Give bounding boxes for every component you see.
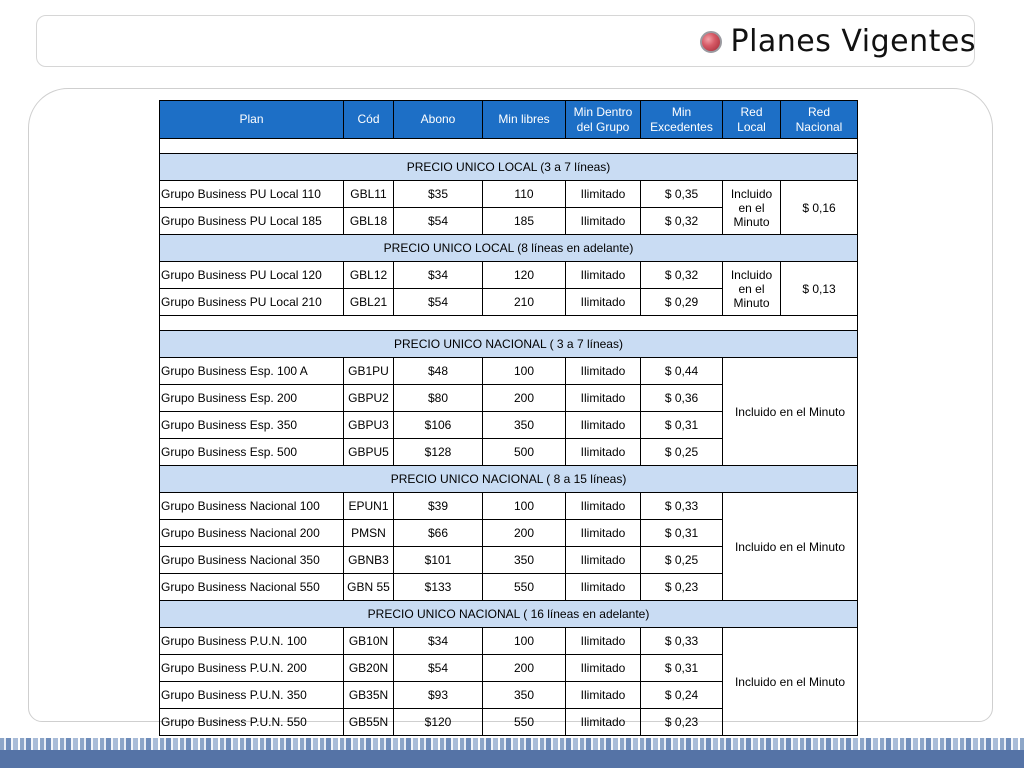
min-excedentes-cell: $ 0,23	[641, 709, 723, 736]
red-local-cell: Incluido en el Minuto	[723, 181, 781, 235]
min-libres-cell: 100	[483, 493, 566, 520]
min-excedentes-cell: $ 0,35	[641, 181, 723, 208]
min-dentro-cell: Ilimitado	[566, 682, 641, 709]
min-excedentes-cell: $ 0,32	[641, 262, 723, 289]
min-excedentes-cell: $ 0,31	[641, 520, 723, 547]
abono-cell: $80	[394, 385, 483, 412]
abono-cell: $54	[394, 655, 483, 682]
min-excedentes-cell: $ 0,25	[641, 547, 723, 574]
table-row	[160, 358, 858, 385]
min-excedentes-cell: $ 0,32	[641, 208, 723, 235]
header-min-excedentes: Min Excedentes	[641, 101, 723, 139]
min-libres-cell: 350	[483, 412, 566, 439]
footer-band	[0, 738, 1024, 768]
plan-cell: Grupo Business Nacional 100	[160, 493, 344, 520]
min-dentro-cell: Ilimitado	[566, 358, 641, 385]
plan-cell: Grupo Business PU Local 210	[160, 289, 344, 316]
merged-red-cell: Incluido en el Minuto	[723, 358, 858, 466]
cod-cell: GB35N	[344, 682, 394, 709]
abono-cell: $128	[394, 439, 483, 466]
min-dentro-cell: Ilimitado	[566, 181, 641, 208]
min-libres-cell: 100	[483, 358, 566, 385]
min-libres-cell: 550	[483, 574, 566, 601]
plan-cell: Grupo Business PU Local 120	[160, 262, 344, 289]
cod-cell: GBL18	[344, 208, 394, 235]
cod-cell: EPUN1	[344, 493, 394, 520]
min-excedentes-cell: $ 0,44	[641, 358, 723, 385]
section-title: PRECIO UNICO LOCAL (3 a 7 líneas)	[160, 154, 858, 181]
abono-cell: $120	[394, 709, 483, 736]
plan-cell: Grupo Business Esp. 200	[160, 385, 344, 412]
cod-cell: GBN 55	[344, 574, 394, 601]
table-row	[160, 493, 858, 520]
min-libres-cell: 200	[483, 655, 566, 682]
abono-cell: $34	[394, 262, 483, 289]
min-dentro-cell: Ilimitado	[566, 262, 641, 289]
min-dentro-cell: Ilimitado	[566, 289, 641, 316]
min-libres-cell: 185	[483, 208, 566, 235]
min-dentro-cell: Ilimitado	[566, 412, 641, 439]
plan-cell: Grupo Business P.U.N. 350	[160, 682, 344, 709]
section-row	[160, 154, 858, 181]
cod-cell: GBL12	[344, 262, 394, 289]
cod-cell: GB20N	[344, 655, 394, 682]
plan-cell: Grupo Business Esp. 100 A	[160, 358, 344, 385]
min-libres-cell: 500	[483, 439, 566, 466]
cod-cell: GBPU5	[344, 439, 394, 466]
abono-cell: $101	[394, 547, 483, 574]
plan-cell: Grupo Business Esp. 350	[160, 412, 344, 439]
plan-cell: Grupo Business PU Local 185	[160, 208, 344, 235]
cod-cell: GB1PU	[344, 358, 394, 385]
min-libres-cell: 350	[483, 547, 566, 574]
abono-cell: $54	[394, 289, 483, 316]
min-libres-cell: 110	[483, 181, 566, 208]
min-excedentes-cell: $ 0,31	[641, 655, 723, 682]
plan-cell: Grupo Business PU Local 110	[160, 181, 344, 208]
section-row	[160, 331, 858, 358]
page-title: Planes Vigentes	[730, 24, 976, 59]
min-excedentes-cell: $ 0,25	[641, 439, 723, 466]
min-dentro-cell: Ilimitado	[566, 208, 641, 235]
header-min-libres: Min libres	[483, 101, 566, 139]
cod-cell: GBNB3	[344, 547, 394, 574]
abono-cell: $106	[394, 412, 483, 439]
min-excedentes-cell: $ 0,24	[641, 682, 723, 709]
abono-cell: $48	[394, 358, 483, 385]
abono-cell: $35	[394, 181, 483, 208]
plans-body	[160, 139, 858, 736]
min-dentro-cell: Ilimitado	[566, 385, 641, 412]
min-libres-cell: 120	[483, 262, 566, 289]
section-row	[160, 466, 858, 493]
min-dentro-cell: Ilimitado	[566, 520, 641, 547]
merged-red-cell: Incluido en el Minuto	[723, 493, 858, 601]
min-excedentes-cell: $ 0,23	[641, 574, 723, 601]
plan-cell: Grupo Business Nacional 350	[160, 547, 344, 574]
bullet-icon	[700, 31, 722, 53]
min-excedentes-cell: $ 0,31	[641, 412, 723, 439]
plan-cell: Grupo Business Esp. 500	[160, 439, 344, 466]
min-dentro-cell: Ilimitado	[566, 709, 641, 736]
section-row	[160, 601, 858, 628]
abono-cell: $39	[394, 493, 483, 520]
spacer-row	[160, 316, 858, 331]
red-local-cell: Incluido en el Minuto	[723, 262, 781, 316]
min-dentro-cell: Ilimitado	[566, 655, 641, 682]
cod-cell: GB10N	[344, 628, 394, 655]
header-abono: Abono	[394, 101, 483, 139]
min-libres-cell: 210	[483, 289, 566, 316]
min-dentro-cell: Ilimitado	[566, 439, 641, 466]
table-row	[160, 628, 858, 655]
abono-cell: $66	[394, 520, 483, 547]
section-title: PRECIO UNICO NACIONAL ( 8 a 15 líneas)	[160, 466, 858, 493]
header-cod: Cód	[344, 101, 394, 139]
table-row	[160, 262, 858, 289]
min-dentro-cell: Ilimitado	[566, 574, 641, 601]
section-row	[160, 235, 858, 262]
min-libres-cell: 200	[483, 385, 566, 412]
plan-cell: Grupo Business P.U.N. 550	[160, 709, 344, 736]
abono-cell: $93	[394, 682, 483, 709]
section-title: PRECIO UNICO NACIONAL ( 16 líneas en adelante)	[160, 601, 858, 628]
min-dentro-cell: Ilimitado	[566, 628, 641, 655]
cod-cell: GBPU3	[344, 412, 394, 439]
min-libres-cell: 550	[483, 709, 566, 736]
spacer-row	[160, 139, 858, 154]
section-title: PRECIO UNICO NACIONAL ( 3 a 7 líneas)	[160, 331, 858, 358]
header-row	[160, 101, 858, 139]
min-excedentes-cell: $ 0,33	[641, 628, 723, 655]
cod-cell: GBL11	[344, 181, 394, 208]
min-excedentes-cell: $ 0,29	[641, 289, 723, 316]
min-libres-cell: 100	[483, 628, 566, 655]
table-row	[160, 181, 858, 208]
plans-table-wrap	[159, 100, 858, 736]
min-dentro-cell: Ilimitado	[566, 493, 641, 520]
red-nacional-cell: $ 0,16	[781, 181, 858, 235]
abono-cell: $133	[394, 574, 483, 601]
min-libres-cell: 200	[483, 520, 566, 547]
header-plan: Plan	[160, 101, 344, 139]
plans-table	[159, 100, 858, 736]
abono-cell: $34	[394, 628, 483, 655]
section-title: PRECIO UNICO LOCAL (8 líneas en adelante)	[160, 235, 858, 262]
min-libres-cell: 350	[483, 682, 566, 709]
header-red-nacional: Red Nacional	[781, 101, 858, 139]
merged-red-cell: Incluido en el Minuto	[723, 628, 858, 736]
plan-cell: Grupo Business Nacional 200	[160, 520, 344, 547]
header-red-local: Red Local	[723, 101, 781, 139]
header-min-dentro: Min Dentro del Grupo	[566, 101, 641, 139]
cod-cell: GBPU2	[344, 385, 394, 412]
min-excedentes-cell: $ 0,33	[641, 493, 723, 520]
cod-cell: GB55N	[344, 709, 394, 736]
cod-cell: PMSN	[344, 520, 394, 547]
title-group	[700, 22, 976, 62]
min-dentro-cell: Ilimitado	[566, 547, 641, 574]
plan-cell: Grupo Business Nacional 550	[160, 574, 344, 601]
plan-cell: Grupo Business P.U.N. 100	[160, 628, 344, 655]
min-excedentes-cell: $ 0,36	[641, 385, 723, 412]
plan-cell: Grupo Business P.U.N. 200	[160, 655, 344, 682]
cod-cell: GBL21	[344, 289, 394, 316]
abono-cell: $54	[394, 208, 483, 235]
red-nacional-cell: $ 0,13	[781, 262, 858, 316]
